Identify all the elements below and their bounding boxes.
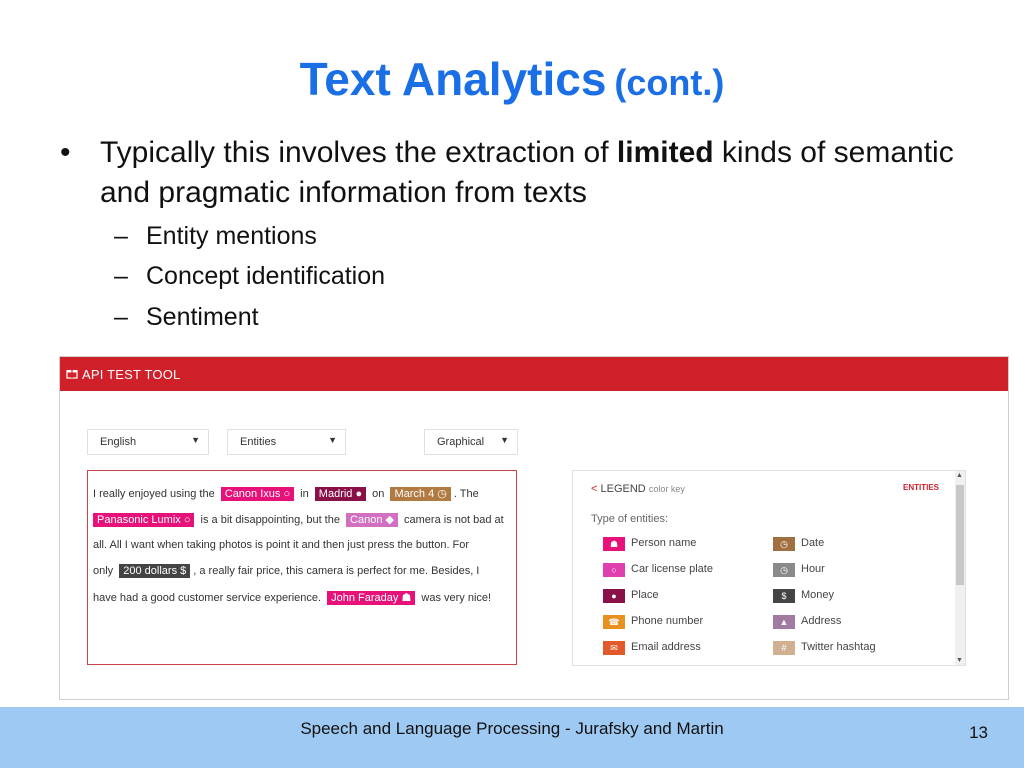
language-select[interactable]: [87, 429, 209, 455]
text-line: [93, 591, 491, 604]
legend-item-label: Address: [801, 615, 842, 627]
legend-item-label: Date: [801, 537, 825, 549]
text-line: [93, 487, 479, 500]
hashtag-icon: #: [773, 641, 795, 655]
tool-title: API TEST TOOL: [82, 367, 181, 382]
legend-type-label: Type of entities:: [591, 513, 669, 525]
entity-tag-person[interactable]: John Faraday ☗: [327, 591, 415, 605]
bullet-text-before: Typically this involves the extraction of: [100, 136, 617, 169]
text-line: all. All I want when taking photos is point it and then just press the button. For: [93, 539, 470, 551]
entity-tag-label: Canon: [350, 514, 383, 526]
gift-icon: [66, 367, 78, 379]
legend-item-label: Hour: [801, 563, 825, 575]
text-segment: camera is not bad at: [400, 514, 504, 526]
text-line: [93, 513, 504, 526]
sub-dash: –: [114, 262, 128, 290]
sub-label: Sentiment: [146, 303, 259, 331]
clock-icon: ◷: [773, 537, 795, 551]
slide-title: [0, 52, 1024, 106]
legend-item-label: Money: [801, 589, 835, 601]
legend-panel: [572, 470, 966, 666]
legend-tab-entities[interactable]: ENTITIES: [902, 483, 939, 492]
language-select-value: English: [100, 436, 137, 448]
analyzed-text-box[interactable]: [87, 470, 517, 665]
sub-dash: –: [114, 303, 128, 331]
map-pin-icon: ●: [603, 589, 625, 603]
analysis-type-select-value: Entities: [240, 436, 277, 448]
legend-subtitle: color key: [648, 484, 685, 494]
text-segment: , a really fair price, this camera is perfect for me. Besides, I: [193, 565, 480, 577]
legend-item-label: Car license plate: [631, 563, 713, 575]
text-segment: . The: [453, 488, 479, 500]
sub-label: Entity mentions: [146, 222, 317, 250]
bullet-text: [100, 133, 960, 213]
text-segment: on: [369, 488, 388, 500]
analysis-type-select[interactable]: [227, 429, 346, 455]
entity-tag-date[interactable]: March 4 ◷: [390, 487, 450, 501]
text-segment: I really enjoyed using the: [93, 488, 218, 500]
tool-header-bar: [60, 357, 1008, 391]
entity-tag-label: 200 dollars: [123, 565, 178, 577]
entity-tag-label: Canon Ixus: [224, 488, 281, 500]
entity-tag-product[interactable]: Panasonic Lumix ○: [93, 513, 194, 527]
scroll-down-icon[interactable]: ▼: [956, 657, 963, 664]
entity-tag-brand[interactable]: Canon ◆: [346, 513, 398, 527]
text-line: [93, 565, 479, 577]
entity-tag-label: March 4: [394, 488, 435, 500]
legend-item-label: Email address: [631, 641, 701, 653]
scroll-up-icon[interactable]: ▲: [956, 472, 963, 479]
legend-scrollbar[interactable]: [955, 471, 965, 665]
circle-icon: ○: [603, 563, 625, 577]
sub-dash: –: [114, 222, 128, 250]
entity-tag-place[interactable]: Madrid ●: [315, 487, 366, 501]
entity-tag-label: Panasonic Lumix: [97, 514, 181, 526]
entity-tag-product[interactable]: Canon Ixus ○: [221, 487, 294, 501]
phone-icon: ☎: [603, 615, 625, 629]
title-main: Text Analytics: [299, 53, 607, 105]
api-test-tool-screenshot: [59, 356, 1009, 700]
chevron-down-icon: ▼: [328, 435, 337, 445]
chevron-down-icon: ▼: [500, 435, 509, 445]
legend-item-label: Phone number: [631, 615, 704, 627]
entity-tag-label: Madrid: [318, 488, 353, 500]
footer-text: Speech and Language Processing - Jurafsky and Martin: [300, 719, 724, 738]
building-icon: ▲: [773, 615, 795, 629]
title-sub: (cont.): [614, 62, 725, 103]
envelope-icon: ✉: [603, 641, 625, 655]
chevron-down-icon: ▼: [191, 435, 200, 445]
slide-footer: [0, 707, 1024, 768]
scrollbar-thumb[interactable]: [956, 485, 964, 585]
legend-item-label: Person name: [631, 537, 697, 549]
text-segment: was very nice!: [418, 592, 492, 604]
page-number: 13: [969, 723, 988, 742]
legend-title: [591, 483, 685, 495]
dollar-icon: $: [773, 589, 795, 603]
share-icon: <: [591, 483, 598, 495]
entity-tag-money[interactable]: 200 dollars $: [119, 564, 190, 578]
output-format-select-value: Graphical: [437, 436, 485, 448]
person-icon: ☗: [603, 537, 625, 551]
bullet-text-bold: limited: [616, 136, 714, 169]
entity-tag-label: John Faraday: [331, 592, 399, 604]
bullet-text-after: kinds of semantic and pragmatic information from texts: [100, 136, 954, 209]
sub-label: Concept identification: [146, 262, 386, 290]
text-segment: have had a good customer service experience.: [93, 592, 325, 604]
text-segment: only: [93, 565, 117, 577]
clock-icon: ◷: [773, 563, 795, 577]
output-format-select[interactable]: [424, 429, 518, 455]
legend-title-text: LEGEND: [600, 483, 646, 495]
legend-item-label: Place: [631, 589, 659, 601]
text-segment: in: [297, 488, 312, 500]
legend-item-label: Twitter hashtag: [801, 641, 876, 653]
bullet-dot: •: [60, 136, 71, 169]
text-segment: is a bit disappointing, but the: [197, 514, 344, 526]
